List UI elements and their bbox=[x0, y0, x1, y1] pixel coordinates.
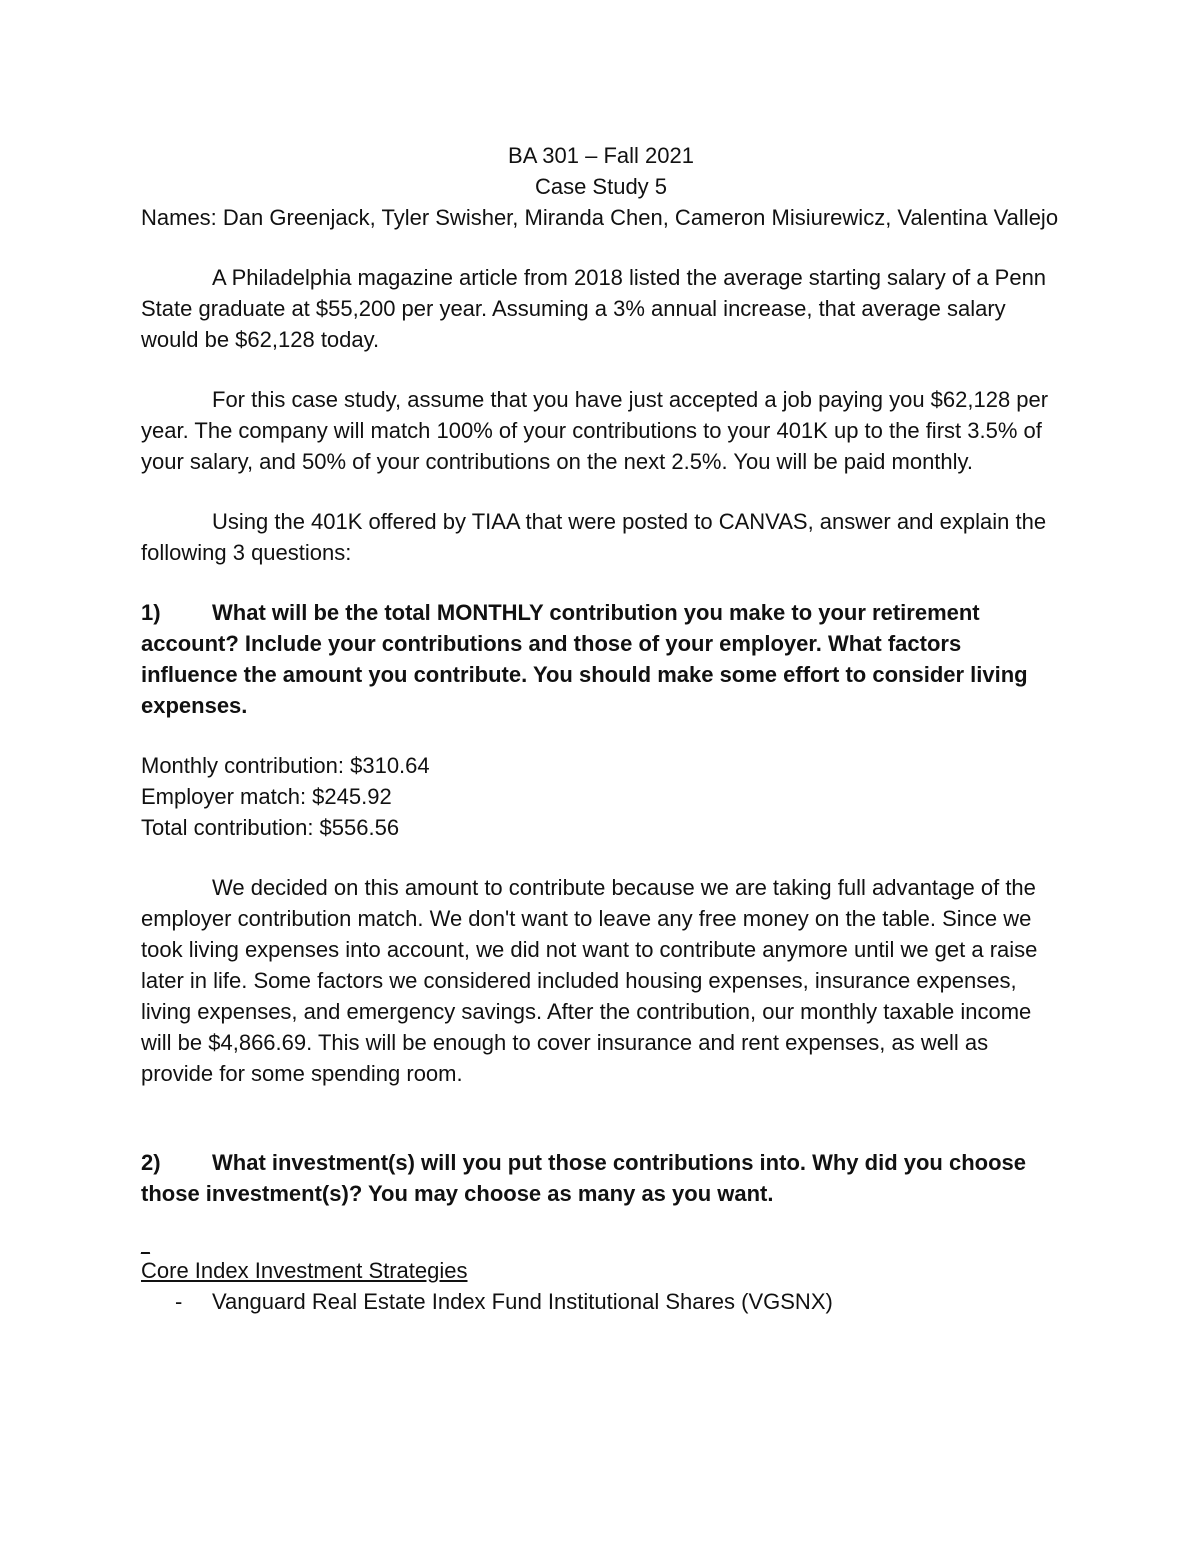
question-1-explanation: We decided on this amount to contribute because we are taking full advantage of the employer contribution match. We don't want to leave any free money on the table. Since we took living expenses into account, we did not want to contribute anymore until we get a raise later in life. Some factors we considered included housing expenses, insurance expenses, living expenses, and emergency savings. After the contribution, our monthly taxable income will be $4,866.69. This will be enough to cover insurance and rent expenses, as well as provide for some spending room. bbox=[141, 875, 1038, 1086]
spacer bbox=[141, 233, 1061, 262]
question-1-number: 1) bbox=[141, 600, 161, 625]
case-study-title: Case Study 5 bbox=[534, 174, 668, 199]
intro-paragraph-2: For this case study, assume that you have just accepted a job paying you $62,128 per year. The company will match 100% of your contributions to your 401K up to the first 3.5% of your salary, and 50% of your contributions on the next 2.5%. You will be paid monthly. bbox=[141, 387, 1049, 474]
spacer bbox=[141, 1209, 1061, 1238]
total-contribution: Total contribution: $556.56 bbox=[141, 815, 400, 840]
question-2 bbox=[141, 1147, 1061, 1209]
spacer bbox=[141, 1089, 1061, 1147]
question-2-text: What investment(s) will you put those contributions into. Why did you choose those investment(s)? You may choose as many as you want. bbox=[141, 1150, 1026, 1206]
question-1 bbox=[141, 597, 1061, 721]
section-heading-core-index: Core Index Investment Strategies bbox=[141, 1258, 468, 1283]
document-body bbox=[141, 140, 1061, 1317]
question-2-number: 2) bbox=[141, 1150, 161, 1175]
course-title: BA 301 – Fall 2021 bbox=[508, 143, 694, 168]
spacer bbox=[141, 568, 1061, 597]
list-item-text: Vanguard Real Estate Index Fund Institutional Shares (VGSNX) bbox=[212, 1289, 833, 1314]
spacer bbox=[141, 477, 1061, 506]
intro-paragraph-1: A Philadelphia magazine article from 2018 listed the average starting salary of a Penn State graduate at $55,200 per year. Assuming a 3% annual increase, that average salary would be $62,128 today. bbox=[141, 265, 1047, 352]
spacer bbox=[141, 721, 1061, 750]
question-1-text: What will be the total MONTHLY contribution you make to your retirement account? Include your contributions and those of your employer. What factors influence the amount you contribute. You should make some effort to consider living expenses. bbox=[141, 600, 1028, 718]
student-names: Names: Dan Greenjack, Tyler Swisher, Miranda Chen, Cameron Misiurewicz, Valentina Vallejo bbox=[141, 205, 1059, 230]
spacer bbox=[141, 355, 1061, 384]
employer-match: Employer match: $245.92 bbox=[141, 784, 392, 809]
bullet-dash: - bbox=[175, 1289, 183, 1314]
underline-mark: _ bbox=[141, 1238, 150, 1255]
list-item bbox=[141, 1286, 1061, 1317]
monthly-contribution: Monthly contribution: $310.64 bbox=[141, 753, 430, 778]
spacer bbox=[141, 843, 1061, 872]
intro-paragraph-3: Using the 401K offered by TIAA that were posted to CANVAS, answer and explain the following 3 questions: bbox=[141, 509, 1047, 565]
